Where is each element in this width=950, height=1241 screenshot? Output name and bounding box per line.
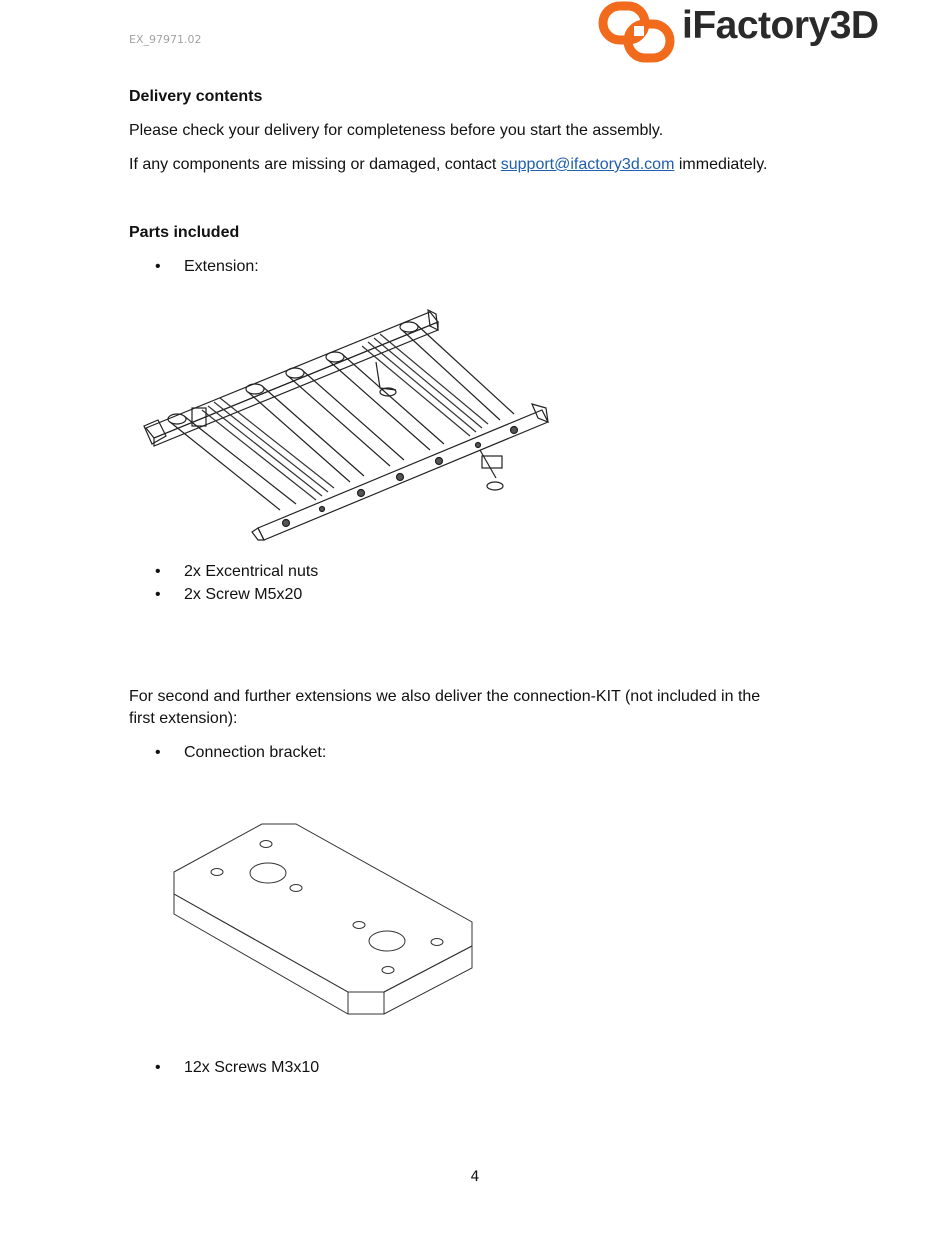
list-item <box>155 561 318 583</box>
connection-kit-line-1: For second and further extensions we also deliver the connection-KIT (not included in the <box>129 688 761 705</box>
list-item-text: 12x Screws M3x10 <box>184 1059 320 1076</box>
chain-link-icon <box>598 0 678 64</box>
list-item <box>155 1057 319 1079</box>
bullet-dot: • <box>155 744 161 761</box>
document-id: EX_97971.02 <box>129 33 202 46</box>
list-item <box>155 742 326 764</box>
logo-wordmark: iFactory3D <box>682 4 879 47</box>
support-email-link[interactable]: support@ifactory3d.com <box>500 156 675 173</box>
bullet-dot: • <box>155 1059 161 1076</box>
delivery-line-2-prefix: If any components are missing or damaged, contact <box>129 156 501 173</box>
delivery-line-2-suffix: immediately. <box>674 156 768 173</box>
bullet-dot: • <box>155 563 161 580</box>
list-item-text: 2x Screw M5x20 <box>184 586 303 603</box>
bullet-dot: • <box>155 258 161 275</box>
bullet-dot: • <box>155 586 161 603</box>
list-item-text: Extension: <box>184 258 259 275</box>
extension-frame-illustration <box>140 300 560 550</box>
list-item-text: Connection bracket: <box>184 744 327 761</box>
list-item <box>155 256 259 278</box>
delivery-line-1: Please check your delivery for completeness before you start the assembly. <box>129 122 664 139</box>
delivery-line-2 <box>129 154 767 176</box>
list-item <box>155 584 302 606</box>
connection-kit-line-2: first extension): <box>129 710 238 727</box>
delivery-heading: Delivery contents <box>129 88 263 105</box>
company-logo <box>598 0 903 64</box>
page-number: 4 <box>470 1169 480 1185</box>
parts-heading: Parts included <box>129 224 240 241</box>
connection-bracket-illustration <box>170 818 480 1023</box>
list-item-text: 2x Excentrical nuts <box>184 563 319 580</box>
